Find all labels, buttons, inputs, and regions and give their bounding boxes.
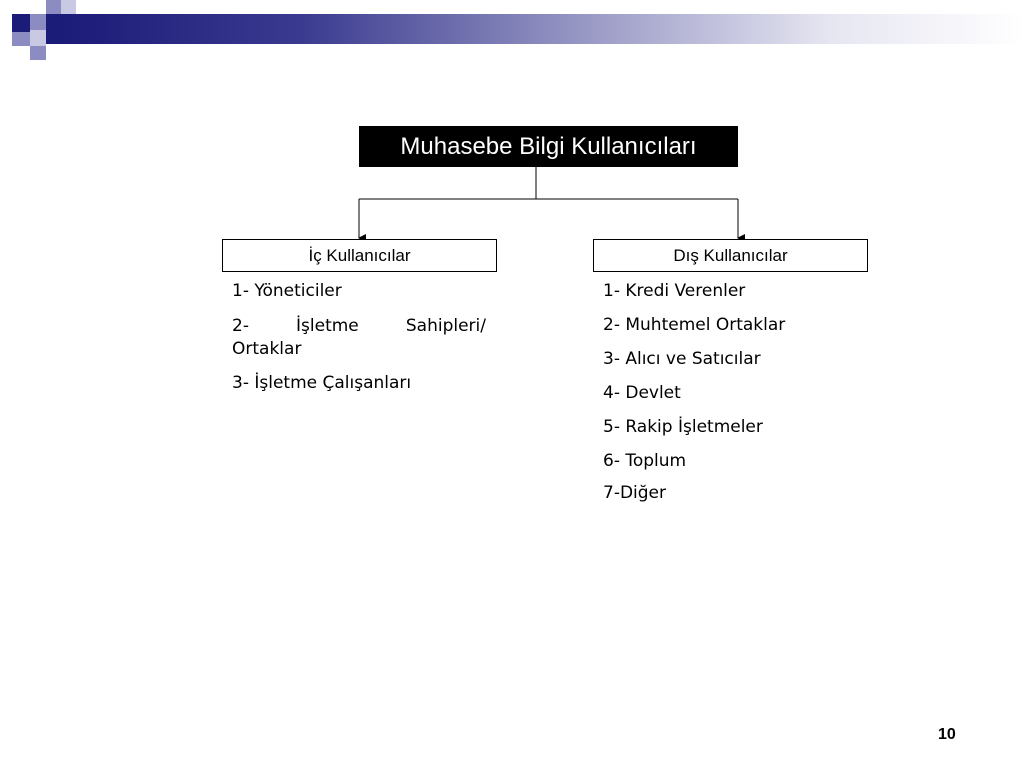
external-item-7: 7-Diğer bbox=[603, 483, 667, 503]
internal-users-box bbox=[222, 239, 497, 272]
external-item-3: 3- Alıcı ve Satıcılar bbox=[603, 349, 761, 369]
external-users-heading: Dış Kullanıcılar bbox=[673, 245, 788, 265]
external-item-2: 2- Muhtemel Ortaklar bbox=[603, 315, 786, 335]
page-number: 10 bbox=[938, 726, 956, 743]
word: İşletme bbox=[296, 316, 359, 336]
internal-item-3: 3- İşletme Çalışanları bbox=[232, 373, 412, 393]
external-item-6: 6- Toplum bbox=[603, 451, 687, 471]
word: 2- bbox=[232, 316, 249, 336]
word: Sahipleri/ bbox=[405, 316, 486, 336]
internal-item-2-line bbox=[232, 315, 486, 338]
internal-item-1: 1- Yöneticiler bbox=[232, 281, 342, 301]
external-item-5: 5- Rakip İşletmeler bbox=[603, 417, 763, 437]
internal-item-2 bbox=[232, 315, 486, 361]
internal-item-2-tail: Ortaklar bbox=[232, 339, 302, 359]
external-item-4: 4- Devlet bbox=[603, 383, 681, 403]
external-users-box bbox=[593, 239, 868, 272]
internal-users-heading: İç Kullanıcılar bbox=[308, 245, 411, 265]
diagram-title: Muhasebe Bilgi Kullanıcıları bbox=[400, 132, 697, 160]
external-item-1: 1- Kredi Verenler bbox=[603, 281, 746, 301]
